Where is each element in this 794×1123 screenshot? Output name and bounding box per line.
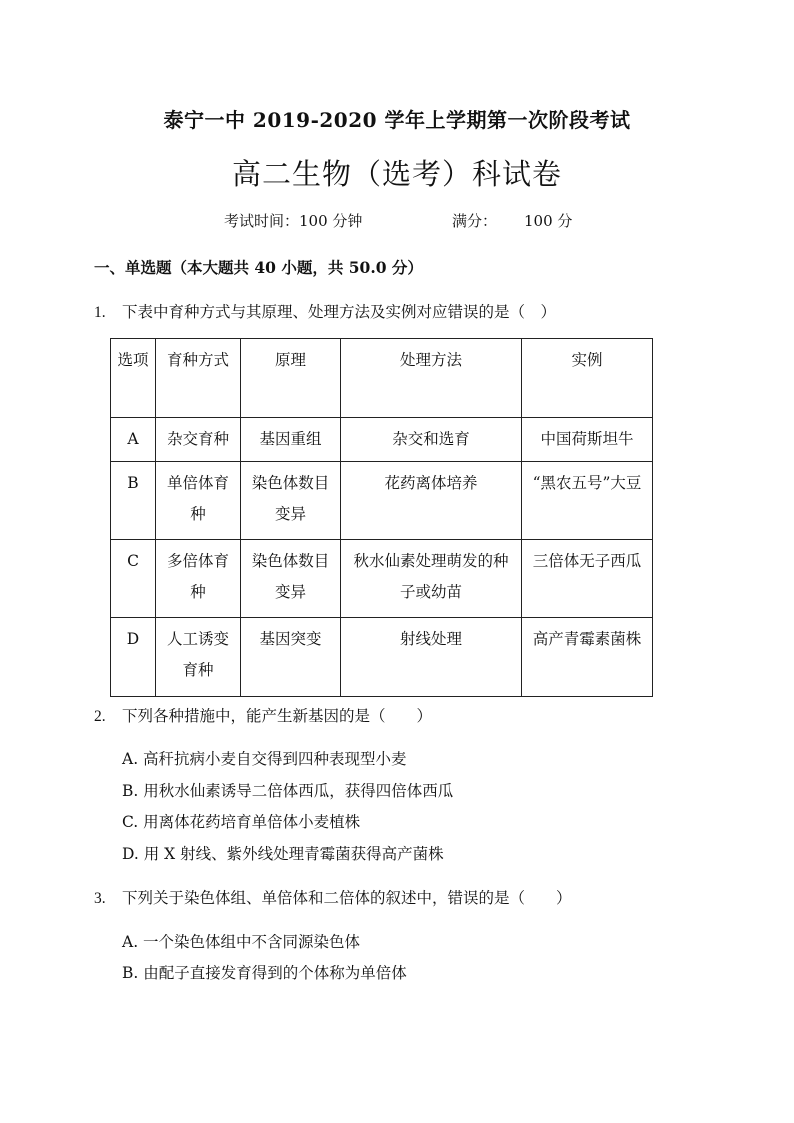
table-row [111, 618, 653, 697]
question-number: 1. [94, 304, 106, 321]
table-header-cell: 处理方法 [341, 339, 522, 418]
table-cell: 杂交育种 [156, 418, 241, 462]
table-cell: A [111, 418, 156, 462]
table-cell: 多倍体育种 [156, 540, 241, 618]
table-row [111, 462, 653, 540]
table-cell: 花药离体培养 [341, 462, 522, 540]
table-cell: 染色体数目变异 [241, 462, 341, 540]
table-cell: 单倍体育种 [156, 462, 241, 540]
table-cell: 秋水仙素处理萌发的种子或幼苗 [341, 540, 522, 618]
table-cell: 射线处理 [341, 618, 522, 697]
table-cell: C [111, 540, 156, 618]
exam-score-label: 满分： [452, 212, 498, 230]
table-header-row [111, 339, 653, 418]
question-stem: 下表中育种方式与其原理、处理方法及实例对应错误的是（ ） [122, 303, 557, 321]
table-cell: 基因突变 [241, 618, 341, 697]
exam-subtitle: 高二生物（选考）科试卷 [231, 157, 562, 191]
table-header-cell: 原理 [241, 339, 341, 418]
option-d: D. 用 X 射线、紫外线处理青霉菌获得高产菌株 [122, 845, 444, 863]
question-stem: 下列关于染色体组、单倍体和二倍体的叙述中，错误的是（ ） [122, 889, 572, 907]
section-heading: 一、单选题（本大题共 40 小题，共 50.0 分） [94, 258, 423, 277]
question-number: 2. [94, 708, 106, 725]
exam-title: 泰宁一中 2019-2020 学年上学期第一次阶段考试 [163, 108, 631, 132]
option-a: A. 高秆抗病小麦自交得到四种表现型小麦 [122, 750, 407, 768]
table-cell: D [111, 618, 156, 697]
option-b: B. 用秋水仙素诱导二倍体西瓜，获得四倍体西瓜 [122, 782, 454, 800]
question-number: 3. [94, 890, 106, 907]
table-row [111, 540, 653, 618]
option-a: A. 一个染色体组中不含同源染色体 [122, 933, 361, 951]
question-2 [94, 704, 432, 726]
exam-score-value-wrap [524, 210, 572, 231]
question-1 [94, 300, 556, 322]
exam-time [224, 210, 362, 231]
table-header-cell: 育种方式 [156, 339, 241, 418]
table-cell: 人工诱变育种 [156, 618, 241, 697]
table-cell: 三倍体无子西瓜 [522, 540, 653, 618]
question-stem: 下列各种措施中，能产生新基因的是（ ） [122, 707, 433, 725]
option-c: C. 用离体花药培育单倍体小麦植株 [122, 813, 361, 831]
table-row [111, 418, 653, 462]
table-header-cell: 实例 [522, 339, 653, 418]
exam-time-label: 考试时间：100 分钟 [224, 212, 363, 230]
question-3 [94, 886, 572, 908]
table-cell: 高产青霉素菌株 [522, 618, 653, 697]
table-cell: 杂交和选育 [341, 418, 522, 462]
table-cell: “黑农五号”大豆 [522, 462, 653, 540]
table-cell: B [111, 462, 156, 540]
option-b: B. 由配子直接发育得到的个体称为单倍体 [122, 964, 407, 982]
exam-score-value: 100 分 [524, 212, 573, 230]
breeding-table [110, 338, 653, 697]
table-cell: 基因重组 [241, 418, 341, 462]
exam-score [452, 210, 497, 231]
table-cell: 中国荷斯坦牛 [522, 418, 653, 462]
table-header-cell: 选项 [111, 339, 156, 418]
table-cell: 染色体数目变异 [241, 540, 341, 618]
